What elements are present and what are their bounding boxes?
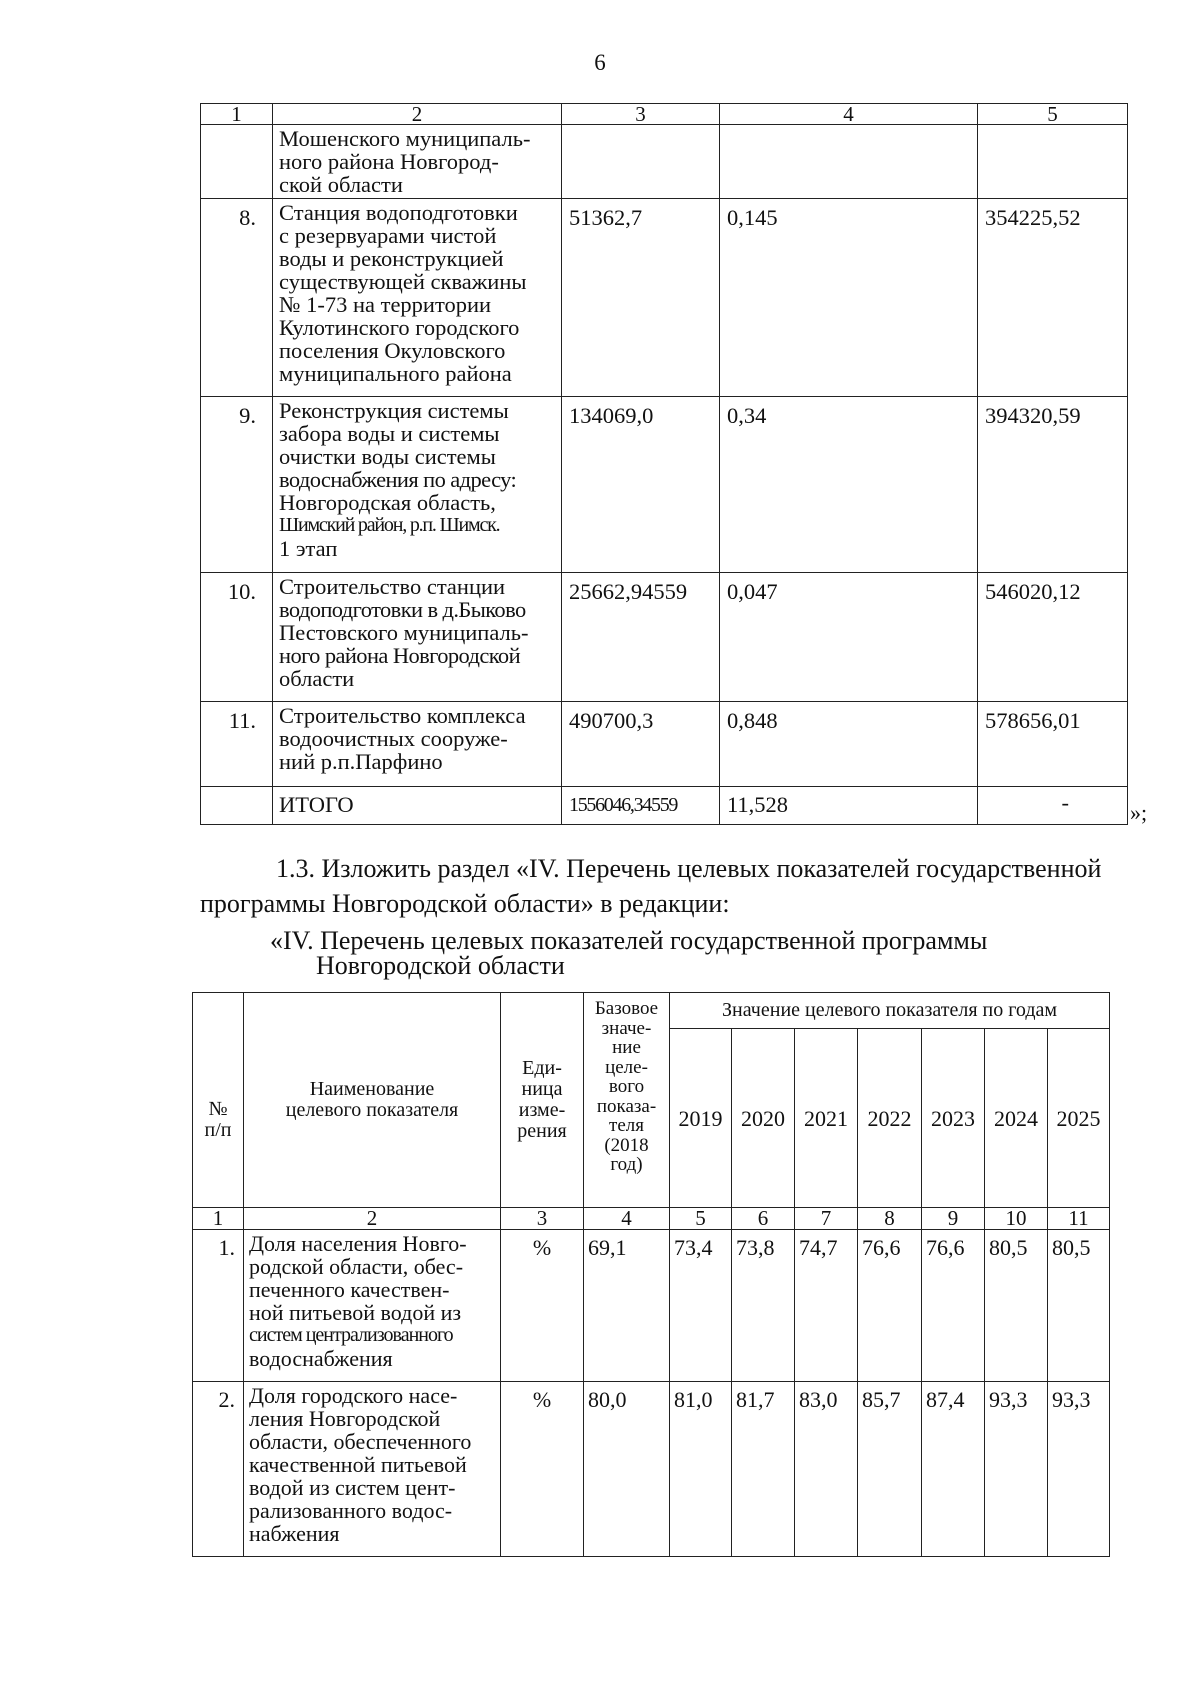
name-line: печенного качествен- [249,1277,450,1302]
name-line: воды и реконструкцией [279,246,504,271]
row-number: 11. [201,702,273,787]
row-number: 1. [193,1230,244,1382]
name-line: качественной питьевой [249,1452,467,1477]
table-row [201,397,1128,573]
header-line: ница [521,1078,563,1100]
name-line: ной питьевой водой из [249,1300,462,1325]
row-number: 2. [193,1382,244,1557]
cost-value: 134069,0 [562,397,720,573]
row-name-cell [273,573,562,702]
empty-cell [201,125,273,199]
total-cost: 1556046,34559 [562,787,720,825]
header-year: 2021 [795,1029,858,1208]
year-value: 73,8 [732,1230,795,1382]
name-line: ления Новгородской [249,1406,441,1431]
header-cell: 5 [978,104,1128,125]
year-value: 93,3 [1048,1382,1110,1557]
year-value: 81,0 [670,1382,732,1557]
header-base-value [584,993,670,1208]
row-number: 8. [201,199,273,397]
row-name-cell [273,125,562,199]
name-line: набжения [249,1521,340,1546]
year-value: 80,5 [985,1230,1048,1382]
empty-cell [562,125,720,199]
header-line: Наименование [309,1078,435,1100]
capacity-value: 0,145 [720,199,978,397]
unit-cost-value: 546020,12 [978,573,1128,702]
year-value: 80,5 [1048,1230,1110,1382]
name-line: водоснабжения по адресу: [279,467,517,492]
name-line: родской области, обес- [249,1254,464,1279]
paragraph-1-3-line-2: программы Новгородской области» в редакции: [200,889,730,918]
header-year: 2023 [922,1029,985,1208]
header-line: изме- [518,1099,566,1121]
facilities-table [200,103,1128,825]
year-value: 74,7 [795,1230,858,1382]
row-name-cell [273,199,562,397]
index-row [193,1208,1110,1230]
row-name-cell [244,1382,501,1557]
section-heading-line: «IV. Перечень целевых показателей государственной программы [270,926,988,955]
header-cell: 1 [201,104,273,125]
header-line: рения [517,1120,567,1142]
row-name-cell [273,397,562,573]
table-row [193,1382,1110,1557]
index-cell: 4 [584,1208,670,1230]
header-name [244,993,501,1208]
index-cell: 6 [732,1208,795,1230]
closing-quote: »; [1130,800,1148,825]
empty-cell [720,125,978,199]
year-value: 76,6 [922,1230,985,1382]
header-line: (2018 [604,1134,649,1156]
header-cell: 3 [562,104,720,125]
header-line: п/п [204,1119,232,1141]
empty-cell [978,125,1128,199]
year-value: 73,4 [670,1230,732,1382]
capacity-value: 0,34 [720,397,978,573]
table-row [201,573,1128,702]
header-unit [501,993,584,1208]
name-line: водоочистных сооруже- [279,726,508,751]
year-value: 83,0 [795,1382,858,1557]
year-value: 76,6 [858,1230,922,1382]
year-value: 85,7 [858,1382,922,1557]
index-cell: 11 [1048,1208,1110,1230]
name-line: № 1-73 на территории [279,292,492,317]
header-line: вого [608,1076,645,1097]
name-line: Реконструкция системы [279,398,509,423]
capacity-value: 0,047 [720,573,978,702]
row-name-cell [273,702,562,787]
name-line: водой из систем цент- [249,1475,456,1500]
page-number: 6 [594,50,606,75]
name-line: рализованного водос- [249,1498,453,1523]
header-line: теля [609,1115,644,1136]
index-cell: 5 [670,1208,732,1230]
index-cell: 7 [795,1208,858,1230]
cost-value: 490700,3 [562,702,720,787]
cost-value: 25662,94559 [562,573,720,702]
name-line: ской области [279,172,403,197]
name-line: Шимский район, р.п. Шимск. [279,514,500,536]
index-cell: 9 [922,1208,985,1230]
unit-cell: % [501,1230,584,1382]
section-heading [270,928,987,978]
unit-cell: % [501,1382,584,1557]
name-line: водоснабжения [249,1346,393,1371]
table-row [193,1230,1110,1382]
year-value: 93,3 [985,1382,1048,1557]
header-line: целевого показателя [285,1099,459,1121]
header-year: 2025 [1048,1029,1110,1208]
row-number: 10. [201,573,273,702]
base-value: 69,1 [584,1230,670,1382]
name-line: ного района Новгородской [279,643,521,668]
header-year: 2020 [732,1029,795,1208]
name-line: Новгородская область, [279,490,496,515]
index-cell: 8 [858,1208,922,1230]
unit-cost-value: 394320,59 [978,397,1128,573]
total-row [201,787,1128,825]
index-cell: 1 [193,1208,244,1230]
empty-cell [201,787,273,825]
table-row [201,125,1128,199]
header-year: 2024 [985,1029,1048,1208]
name-line: области, обеспеченного [249,1429,472,1454]
name-line: Пестовского муниципаль- [279,620,529,645]
name-line: муниципального района [279,361,512,386]
header-line: год) [610,1154,643,1175]
header-line: целе- [605,1056,648,1078]
header-line: показа- [596,1095,657,1117]
index-cell: 10 [985,1208,1048,1230]
table-row [201,199,1128,397]
name-line: Строительство комплекса [279,703,526,728]
name-line: Строительство станции [279,574,506,599]
section-heading-line: Новгородской области [316,951,565,980]
name-line: 1 этап [279,536,338,561]
cost-value: 51362,7 [562,199,720,397]
name-line: Доля городского насе- [249,1383,458,1408]
unit-cost-value: 578656,01 [978,702,1128,787]
name-line: существующей скважины [279,269,527,294]
row-name-cell [244,1230,501,1382]
name-line: ний р.п.Парфино [279,749,443,774]
indicators-table [192,992,1110,1557]
header-cell: 2 [273,104,562,125]
header-year: 2022 [858,1029,922,1208]
header-cell: 4 [720,104,978,125]
name-line: области [279,666,355,691]
header-line: № [208,1098,228,1120]
year-value: 87,4 [922,1382,985,1557]
name-line: Станция водоподготовки [279,200,518,225]
header-year: 2019 [670,1029,732,1208]
table-header-row [201,104,1128,125]
capacity-value: 0,848 [720,702,978,787]
header-number [193,993,244,1208]
total-capacity: 11,528 [720,787,978,825]
index-cell: 3 [501,1208,584,1230]
name-line: забора воды и системы [279,421,500,446]
index-cell: 2 [244,1208,501,1230]
unit-cost-value: 354225,52 [978,199,1128,397]
name-line: очистки воды системы [279,444,496,469]
table-header-row [193,993,1110,1029]
total-label: ИТОГО [273,787,562,825]
header-line: значе- [601,1017,652,1039]
header-line: Базовое [594,998,659,1019]
header-year-group: Значение целевого показателя по годам [670,993,1110,1029]
name-line: с резервуарами чистой [279,223,497,248]
name-line: поселения Окуловского [279,338,506,363]
header-line: ние [612,1037,641,1058]
year-value: 81,7 [732,1382,795,1557]
base-value: 80,0 [584,1382,670,1557]
paragraph-1-3-line-1: 1.3. Изложить раздел «IV. Перечень целевых показателей государственной [276,854,1102,883]
total-unit-cost: - [978,787,1128,825]
name-line: Кулотинского городского [279,315,520,340]
name-line: Доля населения Новго- [249,1231,467,1256]
name-line: Мошенского муниципаль- [279,126,531,151]
table-row [201,702,1128,787]
name-line: водоподготовки в д.Быково [279,597,526,622]
row-number: 9. [201,397,273,573]
name-line: систем централизованного [249,1324,453,1346]
header-line: Еди- [522,1057,562,1079]
name-line: ного района Новгород- [279,149,499,174]
